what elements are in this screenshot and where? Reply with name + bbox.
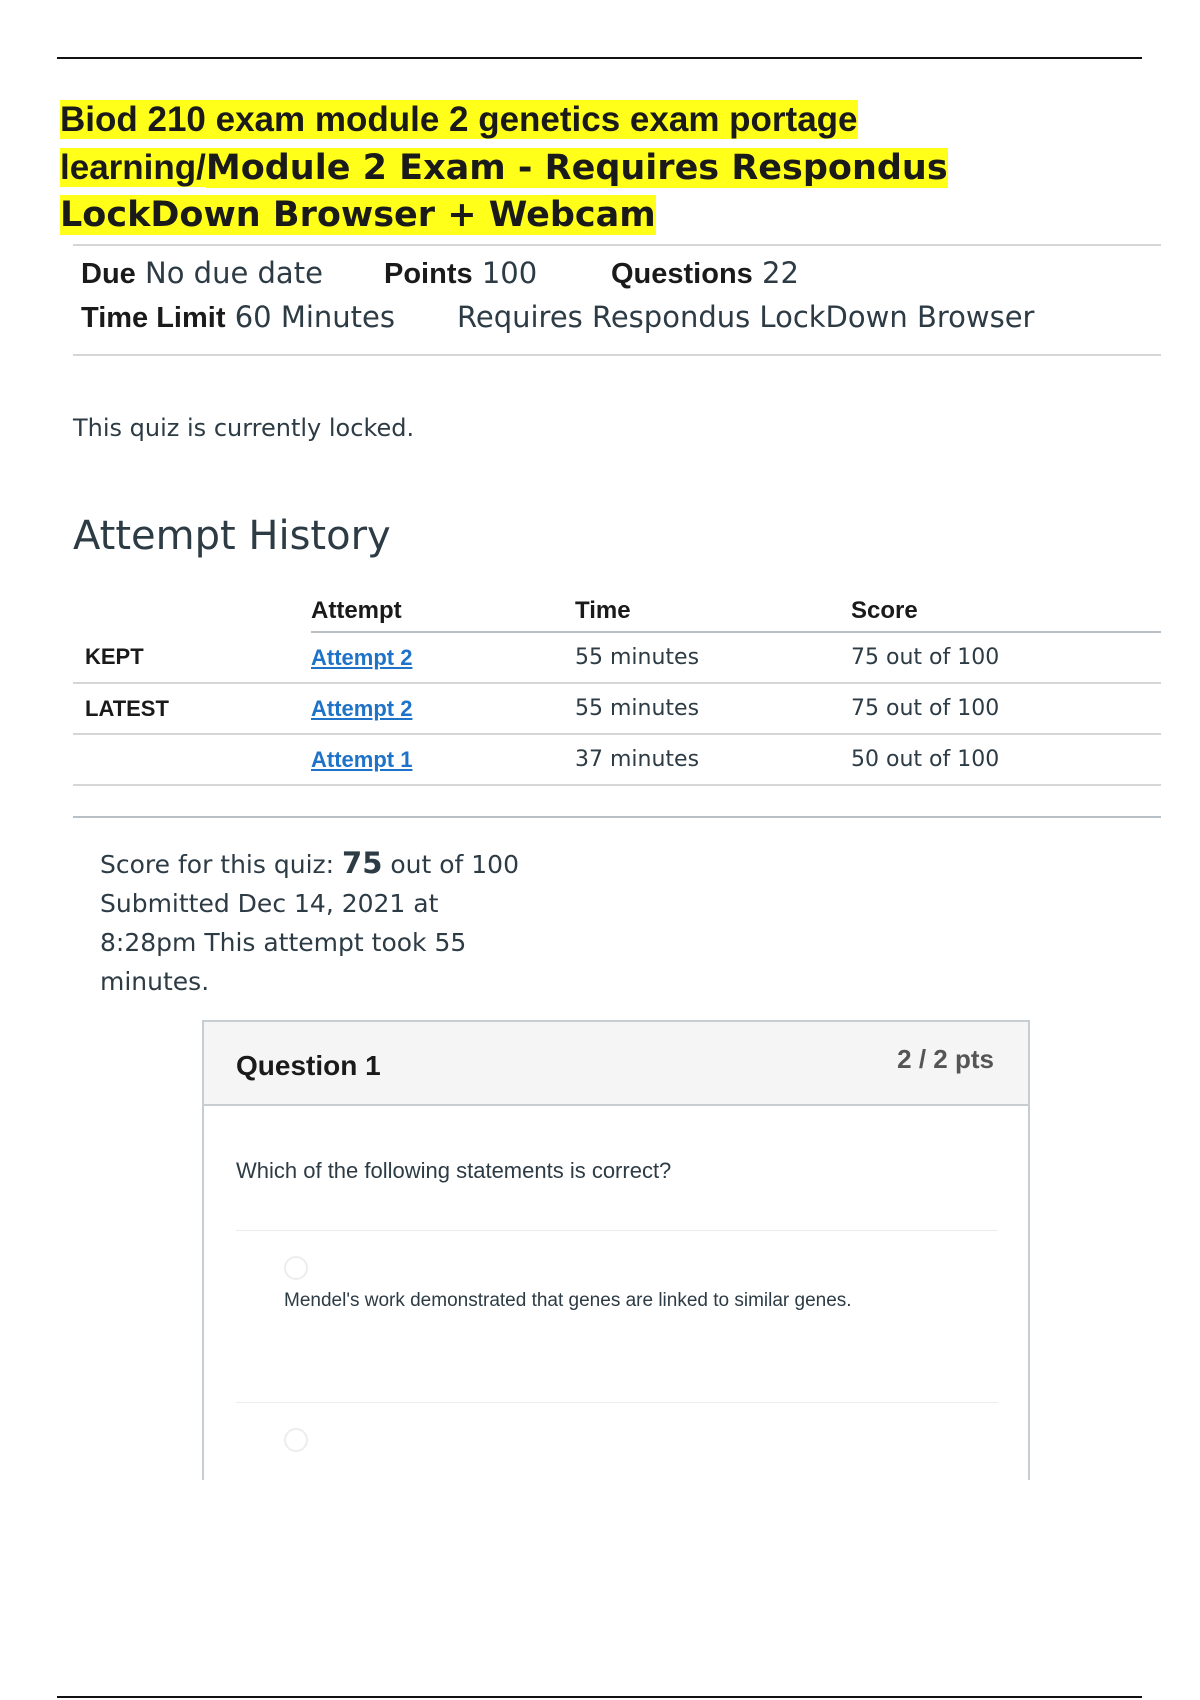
- attempt-time: 55 minutes: [575, 632, 851, 683]
- attempt-time: 55 minutes: [575, 683, 851, 734]
- page-bottom-rule: [57, 1696, 1142, 1698]
- attempt-time: 37 minutes: [575, 734, 851, 785]
- page-top-rule: [57, 57, 1142, 59]
- due-label: Due: [81, 258, 136, 290]
- meta-points: [384, 256, 537, 291]
- answer-radio[interactable]: [284, 1256, 308, 1280]
- attempt-history-table: [73, 585, 1161, 786]
- title-highlight-part1: Biod 210 exam module 2 genetics exam portage learning/: [60, 100, 858, 187]
- submitted-text: Submitted Dec 14, 2021 at 8:28pm: [100, 889, 439, 957]
- answer-radio[interactable]: [284, 1428, 308, 1452]
- score-value: 75: [342, 846, 383, 880]
- column-header-time: Time: [575, 585, 851, 632]
- column-header-attempt: Attempt: [311, 585, 575, 632]
- attempt-tag: LATEST: [73, 683, 311, 734]
- attempt-tag: KEPT: [73, 632, 311, 683]
- question-card: [202, 1020, 1030, 1480]
- title-highlight-part2: Module 2 Exam - Requires Respondus LockDown Browser + Webcam: [60, 148, 948, 235]
- attempt-link[interactable]: Attempt 2: [311, 695, 413, 721]
- points-label: Points: [384, 258, 473, 290]
- meta-time-limit: [81, 300, 395, 335]
- attempt-tag: [73, 734, 311, 785]
- meta-questions: [611, 256, 799, 291]
- attempt-history-heading: Attempt History: [73, 513, 391, 559]
- duration-text: This attempt took 55 minutes.: [100, 928, 467, 996]
- attempt-link[interactable]: Attempt 2: [311, 644, 413, 670]
- question-title: Question 1: [236, 1050, 381, 1081]
- quiz-score-summary: [100, 844, 540, 1001]
- time-limit-label: Time Limit: [81, 302, 226, 334]
- table-header-row: [73, 585, 1161, 632]
- questions-value: 22: [762, 256, 799, 290]
- column-header-score: Score: [851, 585, 1161, 632]
- meta-due: [81, 256, 323, 291]
- questions-label: Questions: [611, 258, 753, 290]
- question-header: [204, 1022, 1028, 1106]
- question-text: Which of the following statements is correct?: [236, 1158, 672, 1183]
- meta-bottom-rule: [73, 354, 1161, 356]
- due-value: No due date: [145, 256, 323, 290]
- answer-divider: [236, 1230, 998, 1231]
- attempt-link[interactable]: Attempt 1: [311, 746, 413, 772]
- meta-top-rule: [73, 244, 1161, 246]
- attempt-score: 75 out of 100: [851, 632, 1161, 683]
- question-points: 2 / 2 pts: [897, 1044, 994, 1074]
- column-header-tag: [73, 585, 311, 632]
- points-value: 100: [481, 256, 538, 290]
- document-title: [60, 96, 1060, 239]
- answer-text: Mendel's work demonstrated that genes are linked to similar genes.: [284, 1290, 852, 1311]
- table-row: [73, 632, 1161, 683]
- table-row: [73, 734, 1161, 785]
- answer-divider: [236, 1402, 998, 1403]
- score-suffix: out of 100: [382, 850, 519, 879]
- score-prefix: Score for this quiz:: [100, 850, 343, 879]
- time-limit-value: 60 Minutes: [234, 300, 395, 334]
- attempt-score: 75 out of 100: [851, 683, 1161, 734]
- attempt-score: 50 out of 100: [851, 734, 1161, 785]
- summary-rule: [73, 816, 1161, 818]
- locked-message: This quiz is currently locked.: [73, 414, 415, 442]
- table-row: [73, 683, 1161, 734]
- lockdown-note: Requires Respondus LockDown Browser: [457, 300, 1035, 334]
